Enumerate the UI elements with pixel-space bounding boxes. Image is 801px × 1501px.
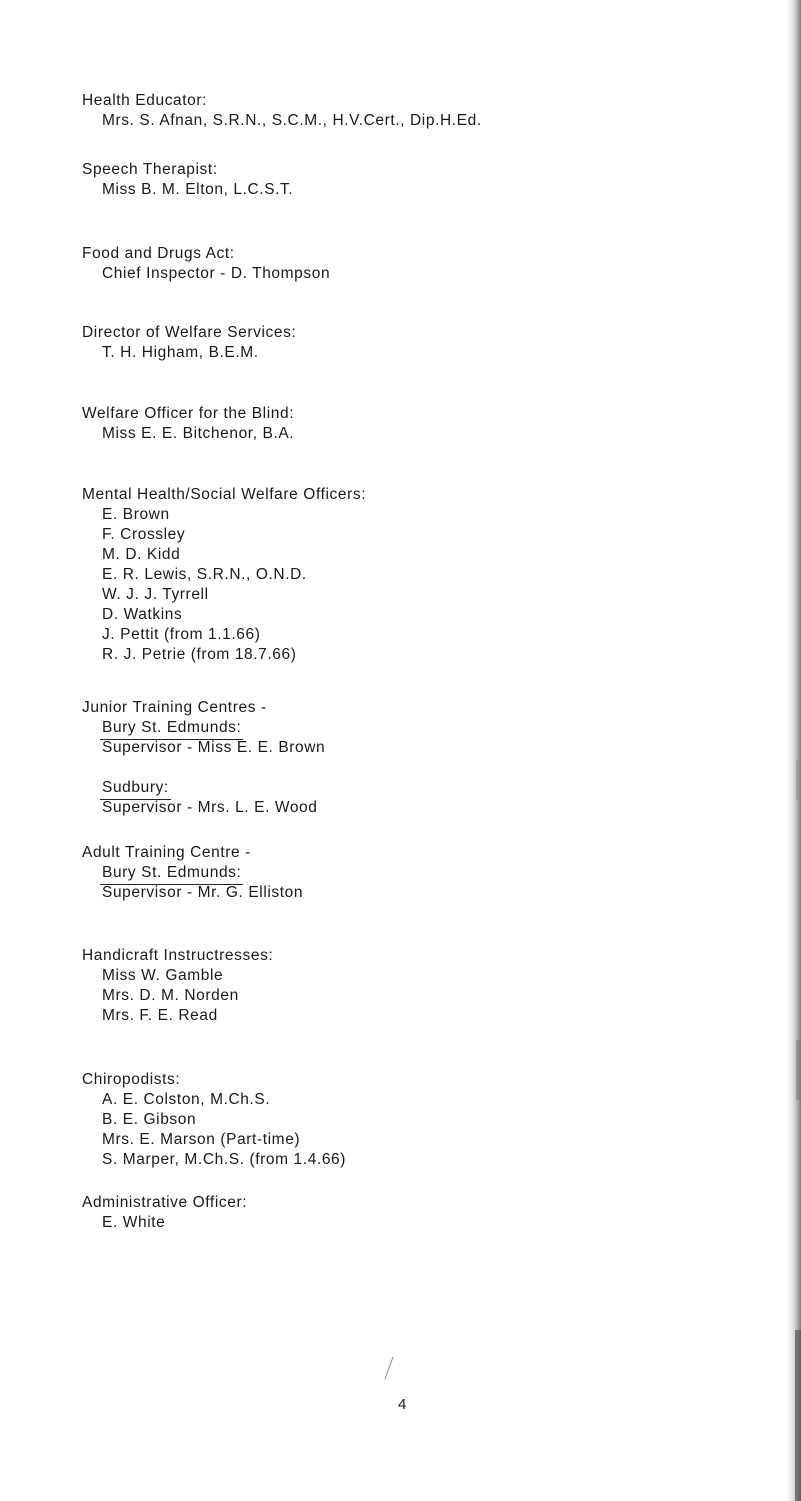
staff-entry: D. Watkins — [102, 606, 183, 623]
staff-entry: W. J. J. Tyrrell — [102, 586, 209, 603]
staff-entry: F. Crossley — [102, 526, 186, 543]
section-heading: Handicraft Instructresses: — [82, 947, 274, 964]
section-director-welfare — [82, 323, 296, 363]
staff-entry: Miss B. M. Elton, L.C.S.T. — [102, 181, 294, 198]
location-group — [82, 738, 325, 758]
staff-entry: E. White — [102, 1214, 166, 1231]
staff-entry: Mrs. S. Afnan, S.R.N., S.C.M., H.V.Cert., Dip.H.Ed. — [102, 112, 482, 129]
section-heading: Welfare Officer for the Blind: — [82, 405, 295, 422]
staff-entry: E. R. Lewis, S.R.N., O.N.D. — [102, 566, 307, 583]
location-heading: Sudbury: — [102, 779, 169, 796]
location-heading: Bury St. Edmunds: — [102, 864, 242, 881]
section-heading: Chiropodists: — [82, 1071, 181, 1088]
location-heading: Bury St. Edmunds: — [102, 719, 242, 736]
section-adult-training — [82, 843, 303, 903]
section-heading: Speech Therapist: — [82, 161, 218, 178]
location-group — [82, 778, 325, 798]
staff-entry: B. E. Gibson — [102, 1111, 197, 1128]
supervisor-entry: Supervisor - Mr. G. Elliston — [102, 884, 304, 901]
section-welfare-blind — [82, 404, 294, 444]
scan-edge-shadow-icon — [783, 0, 801, 1501]
staff-entry: Mrs. E. Marson (Part-time) — [102, 1131, 301, 1148]
section-heading: Director of Welfare Services: — [82, 324, 297, 341]
staff-entry: Mrs. D. M. Norden — [102, 987, 239, 1004]
section-mental-health — [82, 485, 366, 665]
staff-entry: A. E. Colston, M.Ch.S. — [102, 1091, 271, 1108]
section-handicraft — [82, 946, 273, 1026]
staff-entry: Miss W. Gamble — [102, 967, 224, 984]
section-speech-therapist — [82, 160, 293, 200]
section-administrative — [82, 1193, 247, 1233]
section-junior-training — [82, 698, 325, 818]
section-heading: Administrative Officer: — [82, 1194, 248, 1211]
page-number: 4 — [398, 1396, 407, 1413]
staff-entry: R. J. Petrie (from 18.7.66) — [102, 646, 297, 663]
section-chiropodists — [82, 1070, 346, 1170]
section-heading: Food and Drugs Act: — [82, 245, 235, 262]
location-group — [82, 863, 303, 883]
staff-entry: Miss E. E. Bitchenor, B.A. — [102, 425, 295, 442]
section-heading: Junior Training Centres - — [82, 699, 267, 716]
supervisor-entry: Supervisor - Miss E. E. Brown — [102, 739, 326, 756]
location-group — [82, 883, 303, 903]
location-group — [82, 798, 325, 818]
section-heading: Adult Training Centre - — [82, 844, 251, 861]
section-heading: Health Educator: — [82, 92, 208, 109]
supervisor-entry: Supervisor - Mrs. L. E. Wood — [102, 799, 318, 816]
section-food-and-drugs — [82, 244, 330, 284]
staff-entry: J. Pettit (from 1.1.66) — [102, 626, 261, 643]
section-health-educator — [82, 91, 482, 131]
location-group — [82, 718, 325, 738]
staff-entry: Chief Inspector - D. Thompson — [102, 265, 331, 282]
staff-entry: Mrs. F. E. Read — [102, 1007, 218, 1024]
staff-entry: M. D. Kidd — [102, 546, 181, 563]
staff-entry: E. Brown — [102, 506, 170, 523]
pen-mark-icon — [382, 1355, 396, 1381]
staff-entry: T. H. Higham, B.E.M. — [102, 344, 259, 361]
staff-entry: S. Marper, M.Ch.S. (from 1.4.66) — [102, 1151, 347, 1168]
section-heading: Mental Health/Social Welfare Officers: — [82, 486, 367, 503]
